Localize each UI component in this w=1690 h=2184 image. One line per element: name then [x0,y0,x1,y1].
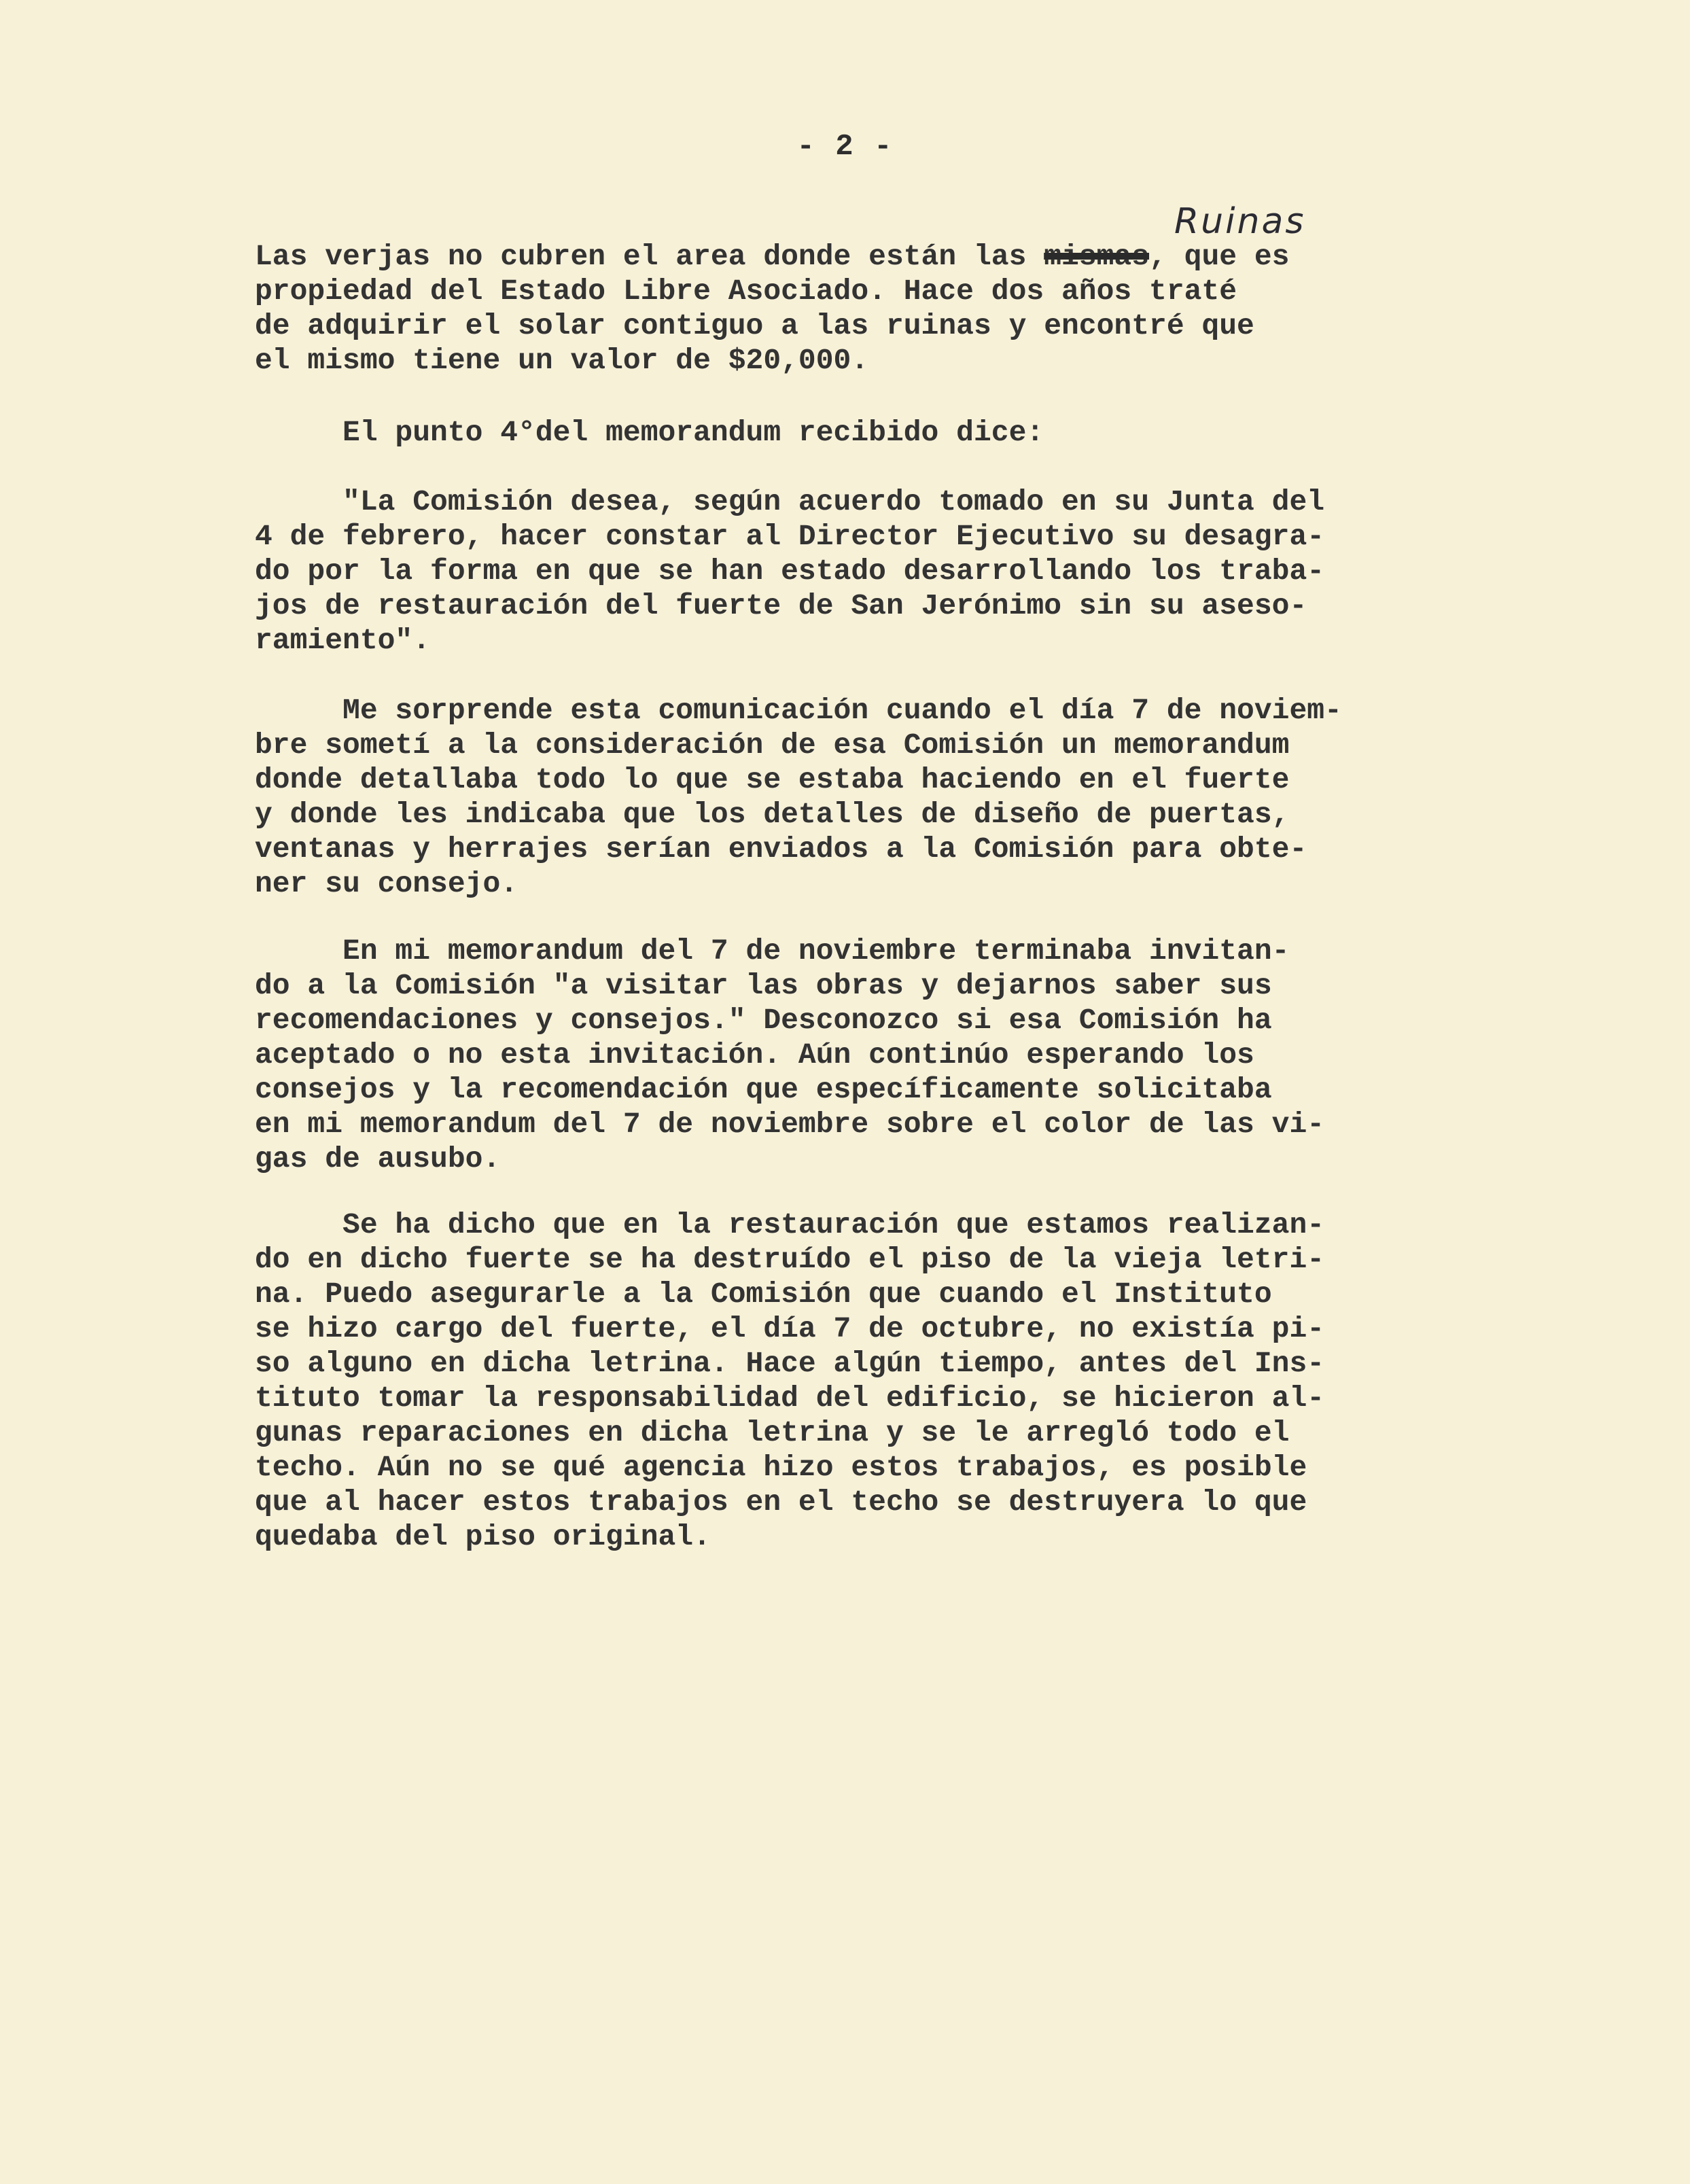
paragraph-6 [255,1208,1519,1554]
paragraph-1-line-1-start: Las verjas no cubren el area donde están las [255,240,1044,273]
paragraph-3 [255,485,1519,658]
paragraph-5 [255,934,1519,1176]
paragraph-4-line-2: bre sometí a la consideración de esa Comisión un memorandum [255,728,1290,762]
paragraph-6-line-7: gunas reparaciones en dicha letrina y se le arregló todo el [255,1416,1290,1449]
paragraph-5-line-2: do a la Comisión "a visitar las obras y dejarnos saber sus [255,969,1272,1002]
paragraph-6-line-4: se hizo cargo del fuerte, el día 7 de octubre, no existía pi- [255,1312,1325,1345]
page-number: - 2 - [796,130,894,164]
paragraph-6-line-9: que al hacer estos trabajos en el techo se destruyera lo que [255,1485,1307,1519]
paragraph-5-line-3: recomendaciones y consejos." Desconozco si esa Comisión ha [255,1004,1272,1037]
paragraph-3-line-4: jos de restauración del fuerte de San Jerónimo sin su aseso- [255,589,1307,622]
paragraph-2-line-1: El punto 4°del memorandum recibido dice: [255,416,1044,449]
paragraph-3-line-3: do por la forma en que se han estado desarrollando los traba- [255,554,1325,588]
paragraph-6-line-8: techo. Aún no se qué agencia hizo estos trabajos, es posible [255,1451,1307,1484]
paragraph-6-line-3: na. Puedo asegurarle a la Comisión que cuando el Instituto [255,1278,1272,1311]
paragraph-3-line-2: 4 de febrero, hacer constar al Director Ejecutivo su desagra- [255,520,1325,553]
paragraph-1-line-4: el mismo tiene un valor de $20,000. [255,344,869,377]
paragraph-3-line-5: ramiento". [255,624,431,657]
paragraph-4-line-3: donde detallaba todo lo que se estaba haciendo en el fuerte [255,763,1290,796]
paragraph-6-line-5: so alguno en dicha letrina. Hace algún tiempo, antes del Ins- [255,1347,1325,1380]
paragraph-5-line-6: en mi memorandum del 7 de noviembre sobre el color de las vi- [255,1108,1325,1141]
struck-word: mismas [1044,240,1150,273]
paragraph-5-line-4: aceptado o no esta invitación. Aún continúo esperando los [255,1038,1254,1072]
paragraph-1-line-2: propiedad del Estado Libre Asociado. Hace dos años traté [255,275,1237,308]
paragraph-3-line-1: "La Comisión desea, según acuerdo tomado en su Junta del [255,485,1325,518]
paragraph-2 [255,415,1519,450]
paragraph-1-line-1-end: , que es [1149,240,1290,273]
paragraph-6-line-10: quedaba del piso original. [255,1520,711,1553]
handwritten-correction: Ruinas [1174,201,1306,242]
paragraph-4-line-1: Me sorprende esta comunicación cuando el día 7 de noviem- [255,694,1342,727]
paragraph-6-line-6: tituto tomar la responsabilidad del edificio, se hicieron al- [255,1381,1325,1415]
paragraph-1 [255,239,1519,378]
paragraph-6-line-1: Se ha dicho que en la restauración que estamos realizan- [255,1208,1325,1241]
paragraph-4 [255,693,1519,901]
paragraph-6-line-2: do en dicho fuerte se ha destruído el piso de la vieja letri- [255,1243,1325,1276]
paragraph-1-line-3: de adquirir el solar contiguo a las ruinas y encontré que [255,309,1254,342]
paragraph-5-line-5: consejos y la recomendación que específicamente solicitaba [255,1073,1272,1106]
paragraph-4-line-5: ventanas y herrajes serían enviados a la Comisión para obte- [255,832,1307,866]
paragraph-5-line-7: gas de ausubo. [255,1142,501,1176]
paragraph-5-line-1: En mi memorandum del 7 de noviembre terminaba invitan- [255,934,1290,968]
paragraph-4-line-6: ner su consejo. [255,867,518,900]
paragraph-4-line-4: y donde les indicaba que los detalles de diseño de puertas, [255,798,1290,831]
